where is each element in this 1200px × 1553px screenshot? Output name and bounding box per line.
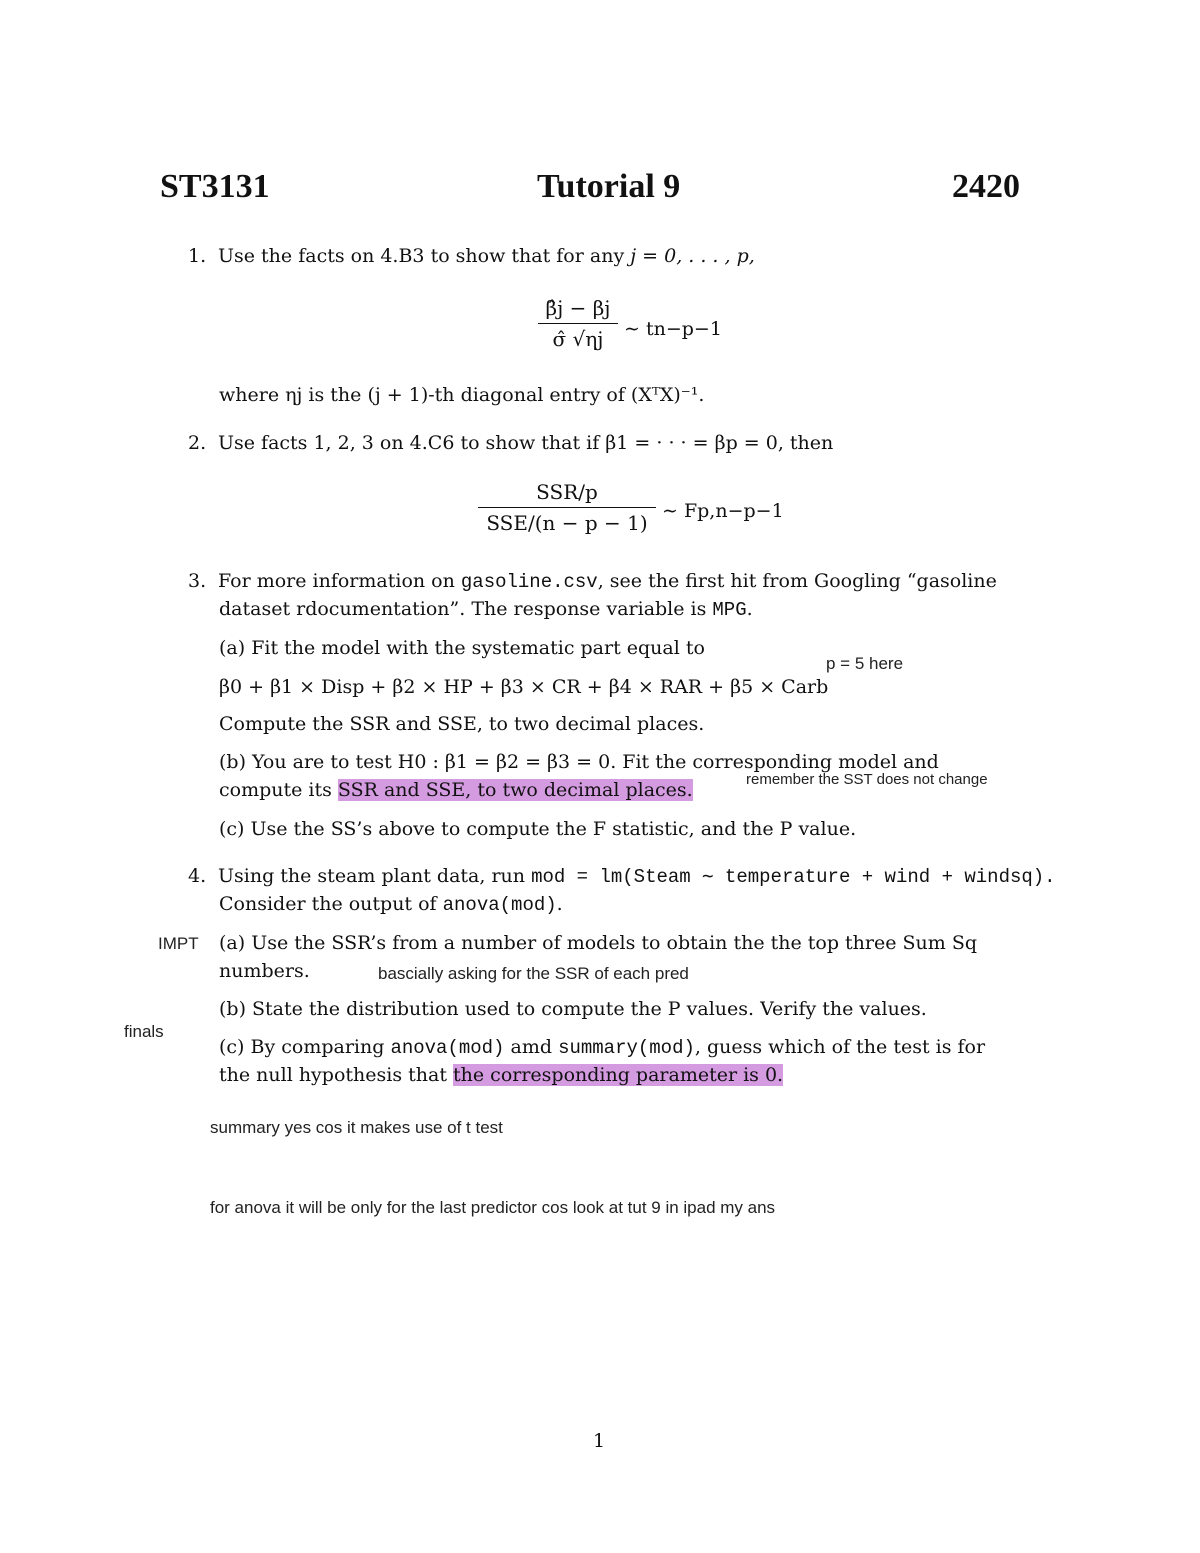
question-3-line-1: 3. For more information on gasoline.csv, see the first hit from Googling “gasoline — [188, 570, 997, 593]
q3-part-b-line-2: compute its SSR and SSE, to two decimal places. — [219, 779, 693, 801]
q4-part-c-line-1: (c) By comparing anova(mod) amd summary(mod), guess which of the test is for — [219, 1036, 986, 1059]
q3-part-a-text: (a) Fit the model with the systematic part equal to — [219, 637, 705, 659]
note-sst-unchanged: remember the SST does not change — [746, 771, 988, 788]
q4-part-a-line-2: numbers. — [219, 960, 310, 982]
course-code: ST3131 — [160, 168, 270, 205]
question-1-number: 1. — [188, 245, 207, 267]
question-4-line-1: 4. Using the steam plant data, run mod = lm(Steam ∼ temperature + wind + windsq). — [188, 865, 1056, 888]
note-summary-t-test: summary yes cos it makes use of t test — [210, 1118, 503, 1137]
question-2-intro: 2. Use facts 1, 2, 3 on 4.C6 to show that if β1 = · · · = βp = 0, then — [188, 432, 834, 454]
page-number: 1 — [593, 1430, 606, 1452]
question-3-line-2: dataset rdocumentation”. The response variable is MPG. — [219, 598, 753, 621]
q2-formula-rhs: ∼ Fp,n−p−1 — [662, 500, 784, 522]
highlight-parameter-zero: the corresponding parameter is 0. — [453, 1064, 784, 1086]
q3-part-a-compute: Compute the SSR and SSE, to two decimal places. — [219, 713, 705, 735]
note-finals: finals — [124, 1022, 164, 1041]
q1-formula-rhs: ∼ tn−p−1 — [624, 318, 722, 340]
question-1-intro: 1. Use the facts on 4.B3 to show that for any j = 0, . . . , p, — [188, 245, 755, 267]
q3-part-b-line-1: (b) You are to test H0 : β1 = β2 = β3 = 0. Fit the corresponding model and — [219, 751, 939, 773]
q4-part-a-line-1: (a) Use the SSR’s from a number of models to obtain the the top three Sum Sq — [219, 932, 978, 954]
question-3-number: 3. — [188, 570, 207, 592]
question-4-number: 4. — [188, 865, 207, 887]
q4-part-c-line-2: the null hypothesis that the corresponding parameter is 0. — [219, 1064, 784, 1086]
question-2-number: 2. — [188, 432, 207, 454]
q1-where-text: where ηj is the (j + 1)-th diagonal entry of (XᵀX)⁻¹. — [219, 384, 705, 406]
note-ssr-each-pred: bascially asking for the SSR of each pred — [378, 964, 689, 983]
q3-part-c-text: (c) Use the SS’s above to compute the F statistic, and the P value. — [219, 818, 857, 840]
term-code: 2420 — [952, 168, 1020, 205]
q2-formula-fraction: SSR/p SSE/(n − p − 1) — [478, 480, 656, 535]
q3-part-a-model: β0 + β1 × Disp + β2 × HP + β3 × CR + β4 × RAR + β5 × Carb — [219, 676, 829, 698]
page-title: Tutorial 9 — [537, 168, 681, 205]
question-4-line-2: Consider the output of anova(mod). — [219, 893, 563, 916]
highlight-ssr-sse: SSR and SSE, to two decimal places. — [337, 779, 693, 801]
q1-formula-fraction: β̂j − βj σ̂ √ηj — [538, 296, 618, 351]
q4-part-b-text: (b) State the distribution used to compute the P values. Verify the values. — [219, 998, 927, 1020]
note-anova-last-predictor: for anova it will be only for the last predictor cos look at tut 9 in ipad my ans — [210, 1198, 776, 1217]
note-p-equals-5: p = 5 here — [826, 654, 904, 673]
note-impt: IMPT — [158, 934, 199, 953]
